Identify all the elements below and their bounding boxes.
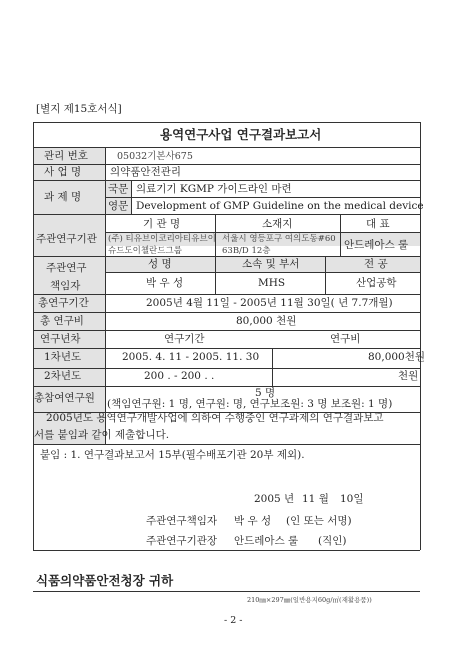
management-no-label: 관리 번호 [44,150,88,162]
date-month: 11 월 [302,493,329,505]
institution-col-rep: 대 표 [366,218,390,230]
project-english-label: 영문 [108,200,129,212]
participants-total: 5 명 [255,387,276,399]
yearly-row1-period: 2005. 4. 11 - 2005. 11. 30 [122,351,260,363]
form-label: [별지 제15호서식] [36,103,122,115]
yearly-row2-cost: 천원 [398,370,419,382]
institution-address-line2: 63B/D 12층 [222,246,271,256]
institution-col-name: 기 관 명 [143,218,181,230]
researcher-dept: MHS [258,277,286,289]
business-name-value: 의약품안전관리 [110,166,182,178]
signature-role: 주관연구기관장 [146,535,218,547]
yearly-col-period: 연구기간 [164,333,205,345]
signature-seal: (인 또는 서명) [286,515,352,527]
total-period-label: 총연구기간 [38,297,89,309]
yearly-row1-year: 1차년도 [44,351,82,363]
yearly-row2-period: 200 . - 200 . . [144,370,215,382]
project-english-value: Development of GMP Guideline on the medical device [136,200,424,212]
institution-col-address: 소재지 [262,218,293,230]
institution-address-line1: 서울시 영등포구 여의도동#60 [222,234,336,244]
signature-role: 주관연구책임자 [146,515,218,527]
management-no-value: 05032기본사675 [117,151,193,162]
attachment-line: 붙임 : 1. 연구결과보고서 15부(필수배포기관 20부 제외). [40,449,305,461]
researcher-label-line2: 책임자 [50,280,81,292]
project-label: 과 제 명 [44,191,82,203]
recipient: 식품의약품안전청장 귀하 [36,573,174,588]
yearly-row1-cost: 80,000천원 [368,351,426,363]
business-name-label: 사 업 명 [44,166,82,178]
yearly-row2-year: 2차년도 [44,370,82,382]
body-line1: 2005년도 용역연구개발사업에 의하여 수행중인 연구과제의 연구결과보고 [46,412,384,424]
researcher-label-line1: 주관연구 [46,262,87,274]
total-cost-label: 총 연구비 [40,315,84,327]
researcher-col-major: 전 공 [364,258,388,270]
institution-rep: 안드레아스 룰 [344,239,409,251]
institution-name-line1: (주) 티유브이코리아티유브이 [108,234,216,244]
date-day: 10일 [340,493,364,505]
project-korean-value: 의료기기 KGMP 가이드라인 마련 [136,183,292,195]
yearly-col-year: 연구년차 [40,333,81,345]
researcher-col-name: 성 명 [148,258,172,270]
report-title: 용역연구사업 연구결과보고서 [160,127,322,142]
researcher-col-dept: 소속 및 부서 [242,258,300,270]
institution-label: 주관연구기관 [36,233,97,245]
participants-detail: (책임연구원: 1 명, 연구원: 명, 연구보조원: 3 명 보조원: 1 명) [107,398,393,410]
researcher-name: 박 우 성 [146,277,184,289]
signature-name: 안드레아스 룰 [234,535,299,547]
signature-name: 박 우 성 [234,515,272,527]
page-number: - 2 - [224,615,243,626]
institution-name-line2: 슈드도이쳴란드그룹 [108,246,182,256]
signature-seal: (직인) [318,535,347,547]
date-year: 2005 년 [254,493,295,505]
body-line2: 서를 붙임과 같이 제출합니다. [34,429,170,441]
participants-label: 총참여연구원 [34,392,95,404]
project-korean-label: 국문 [108,183,129,195]
total-period-value: 2005년 4월 11일 - 2005년 11월 30일( 년 7.7개월) [146,297,393,309]
researcher-major: 산업공학 [356,277,397,289]
paper-spec: 210㎜×297㎜(일반용지60g/㎡(재활용품)) [247,596,372,604]
total-cost-value: 80,000 천원 [236,315,297,327]
yearly-col-cost: 연구비 [330,333,361,345]
